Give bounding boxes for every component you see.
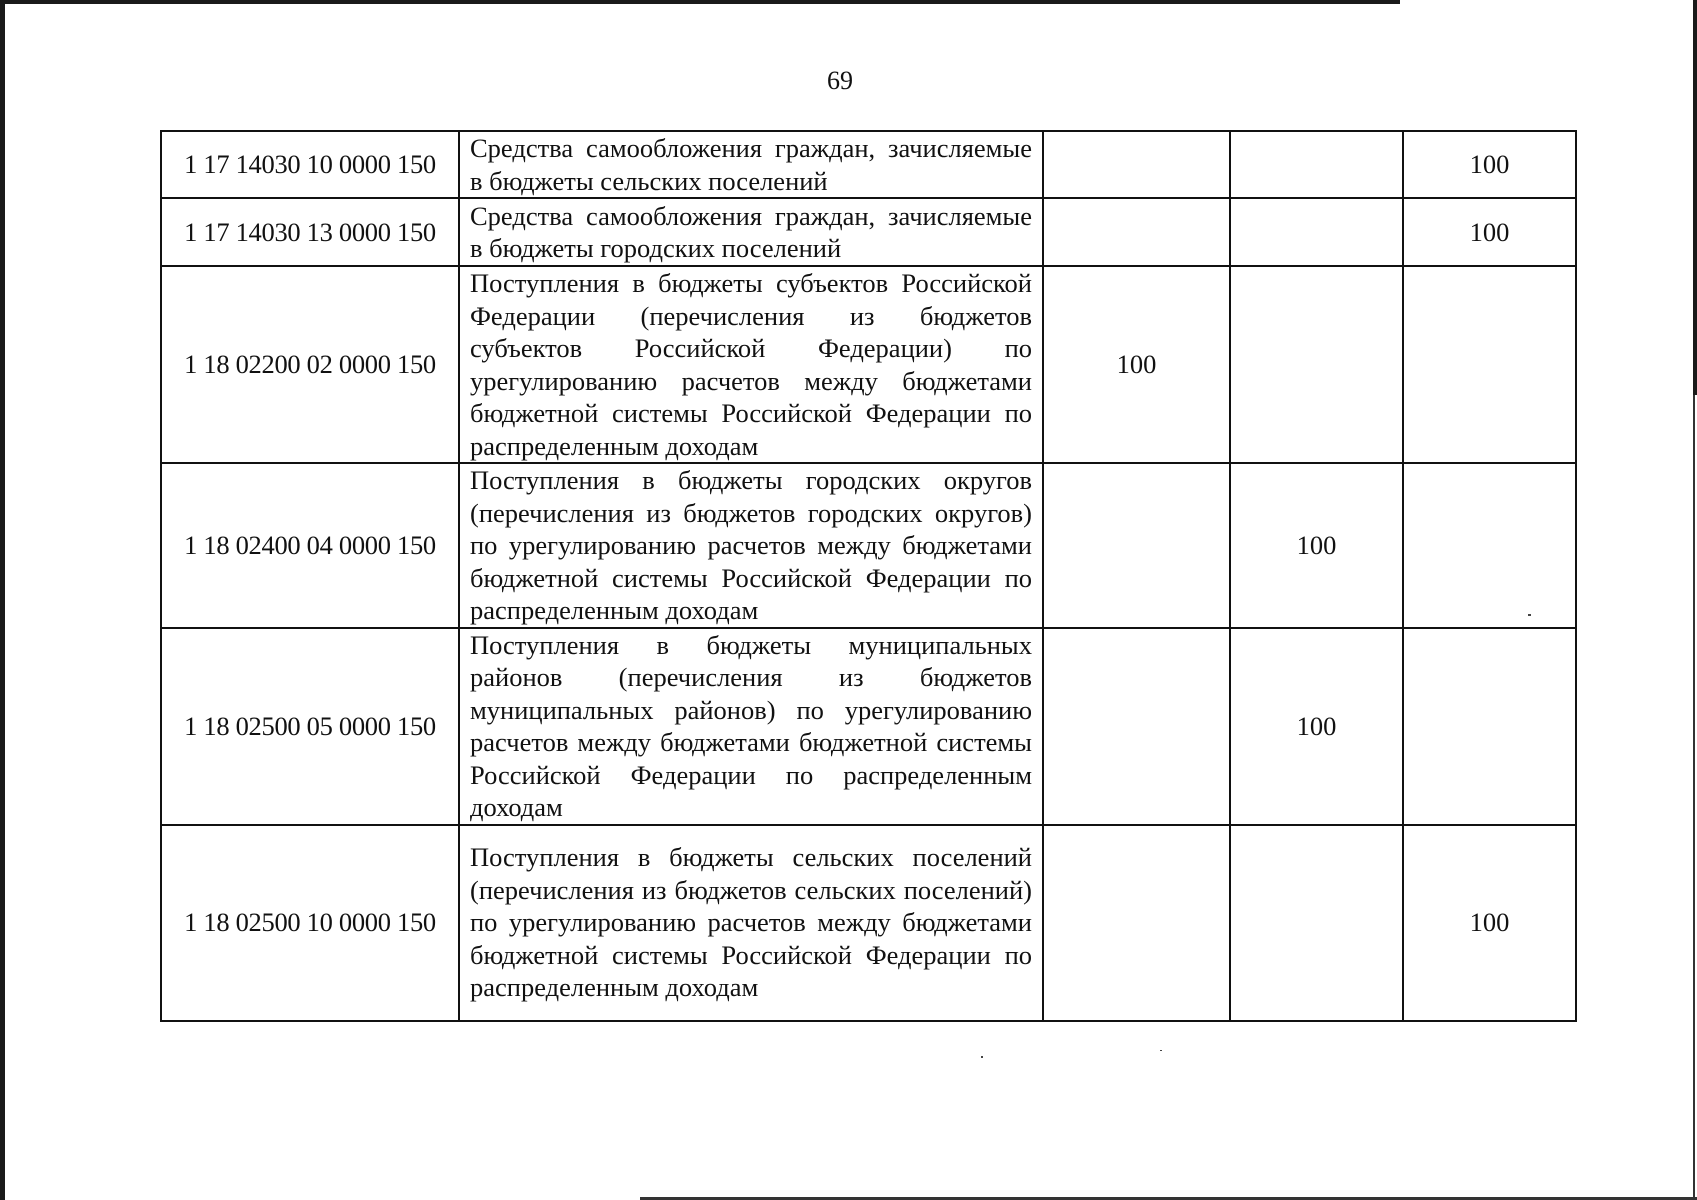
value-cell-col4 (1230, 825, 1403, 1021)
value-cell-col4 (1230, 266, 1403, 463)
value-cell-col5 (1403, 463, 1576, 628)
description-cell: Поступления в бюджеты городских округов (перечисления из бюджетов городских округов) по урегулированию расчетов между бюджетами бюджетной системы Российской Федерации по распределенным доходам (459, 463, 1043, 628)
value-cell-col5 (1403, 266, 1576, 463)
scan-border-top (0, 0, 1400, 4)
revenue-distribution-table (160, 130, 1577, 1022)
value-cell-col3 (1043, 131, 1230, 198)
budget-code-cell: 1 18 02500 05 0000 150 (161, 628, 459, 825)
description-cell: Поступления в бюджеты субъектов Российской Федерации (перечисления из бюджетов субъектов Российской Федерации) по урегулированию расчетов между бюджетами бюджетной системы Российской Федерации по распределенным доходам (459, 266, 1043, 463)
budget-code-cell: 1 18 02400 04 0000 150 (161, 463, 459, 628)
table-row (161, 266, 1576, 463)
scan-speck (981, 1056, 983, 1058)
description-cell: Поступления в бюджеты муниципальных районов (перечисления из бюджетов муниципальных районов) по урегулированию расчетов между бюджетами бюджетной системы Российской Федерации по распределенным доходам (459, 628, 1043, 825)
description-cell: Поступления в бюджеты сельских поселений (перечисления из бюджетов сельских поселений) по урегулированию расчетов между бюджетами бюджетной системы Российской Федерации по распределенным доходам (459, 825, 1043, 1021)
table-row (161, 198, 1576, 266)
table-row (161, 628, 1576, 825)
description-cell: Средства самообложения граждан, зачисляемые в бюджеты городских поселений (459, 198, 1043, 266)
value-cell-col3 (1043, 628, 1230, 825)
table-row (161, 825, 1576, 1021)
budget-code-cell: 1 17 14030 13 0000 150 (161, 198, 459, 266)
value-cell-col4 (1230, 131, 1403, 198)
scan-speck (1160, 1050, 1162, 1051)
scan-border-left (0, 0, 5, 1200)
value-cell-col5: 100 (1403, 825, 1576, 1021)
page-number: 69 (827, 66, 853, 95)
budget-code-cell: 1 18 02500 10 0000 150 (161, 825, 459, 1021)
description-cell: Средства самообложения граждан, зачисляемые в бюджеты сельских поселений (459, 131, 1043, 198)
value-cell-col4 (1230, 198, 1403, 266)
value-cell-col5: 100 (1403, 131, 1576, 198)
value-cell-col5 (1403, 628, 1576, 825)
scan-speck (1528, 614, 1531, 616)
scan-border-right-lower (1693, 395, 1695, 1200)
value-cell-col4: 100 (1230, 628, 1403, 825)
value-cell-col4: 100 (1230, 463, 1403, 628)
table-row (161, 131, 1576, 198)
value-cell-col3 (1043, 198, 1230, 266)
value-cell-col3 (1043, 825, 1230, 1021)
budget-code-cell: 1 17 14030 10 0000 150 (161, 131, 459, 198)
value-cell-col5: 100 (1403, 198, 1576, 266)
value-cell-col3: 100 (1043, 266, 1230, 463)
value-cell-col3 (1043, 463, 1230, 628)
budget-code-cell: 1 18 02200 02 0000 150 (161, 266, 459, 463)
scan-border-right (1693, 0, 1697, 395)
table-row (161, 463, 1576, 628)
